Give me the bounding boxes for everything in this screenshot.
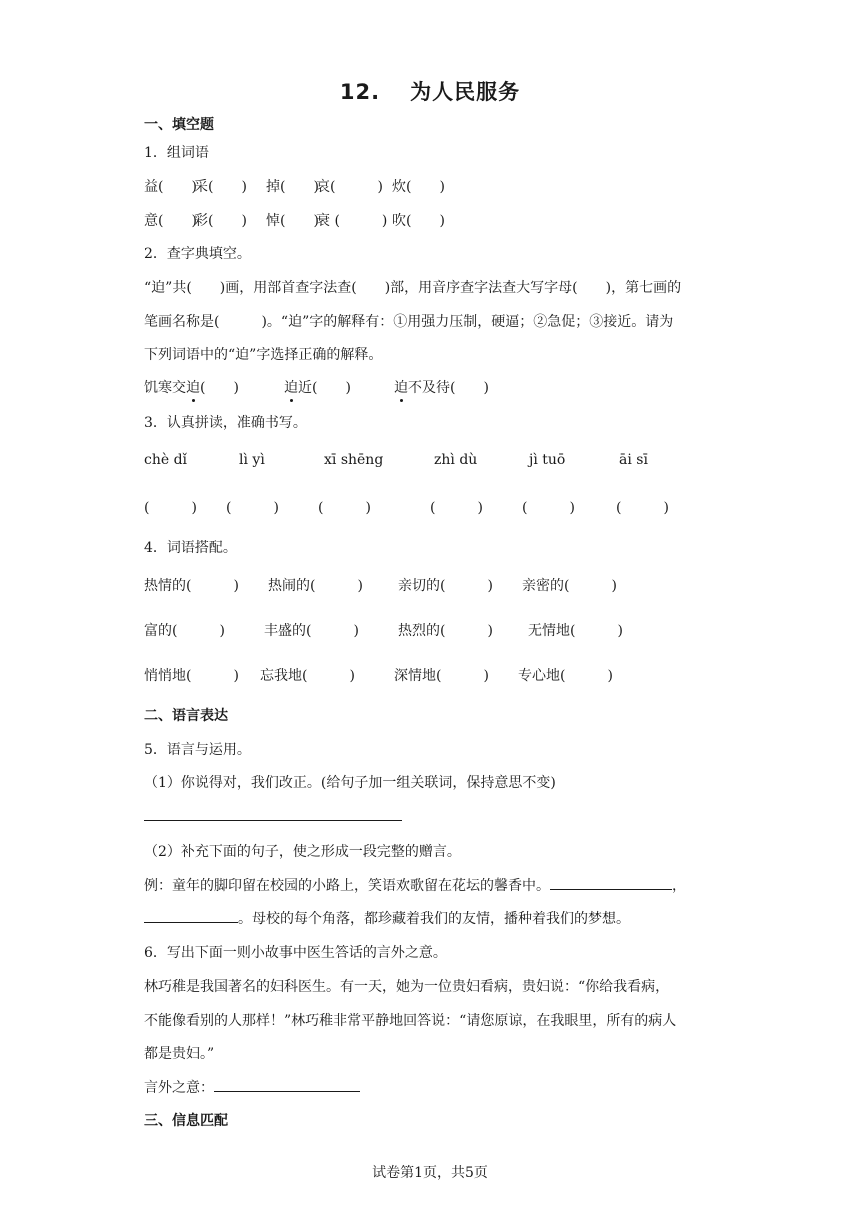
collocation-row-2 (144, 620, 623, 640)
question-2-paragraph-2: 笔画名称是( )。“迫”字的解释有：①用强力压制，硬逼；②急促；③接近。请为 (144, 314, 674, 330)
word-blank: 益( ) (144, 179, 197, 195)
collocation-item: 富的( ) (144, 623, 225, 639)
word-blank: 炊( ) (392, 179, 445, 195)
question-2-words (144, 377, 489, 397)
implied-meaning-line: 言外之意： (144, 1077, 360, 1097)
emphasis-dot-char: 迫 (394, 377, 408, 397)
question-4-label: 4．词语搭配。 (144, 540, 237, 556)
collocation-item: 热情的( ) (144, 578, 239, 594)
word-blank: 悼( ) (266, 213, 319, 229)
collocation-item: 忘我地( ) (260, 668, 355, 684)
word-blank: 吹( ) (392, 213, 445, 229)
page-title (0, 76, 860, 106)
collocation-item: 丰盛的( ) (264, 623, 359, 639)
collocation-item: 专心地( ) (518, 668, 613, 684)
answer-blank: ( ) (522, 500, 575, 516)
collocation-row-1 (144, 575, 617, 595)
title-number: 12. (339, 80, 381, 104)
example-continuation: 。母校的每个角落，都珍藏着我们的友情，播种着我们的梦想。 (144, 908, 630, 928)
pinyin-answer-row (144, 497, 669, 517)
collocation-item: 热闹的( ) (268, 578, 363, 594)
answer-blank: ( ) (226, 500, 279, 516)
question-5-sub-1: （1）你说得对，我们改正。(给句子加一组关联词，保持意思不变) (144, 775, 556, 791)
question-3-label: 3．认真拼读，准确书写。 (144, 415, 307, 431)
answer-blank: ( ) (430, 500, 483, 516)
section-heading-2: 二、语言表达 (144, 708, 228, 724)
fill-blank (550, 875, 672, 890)
section-heading-3: 三、信息匹配 (144, 1113, 228, 1129)
question-1-row-1 (144, 176, 445, 196)
collocation-item: 热烈的( ) (398, 623, 493, 639)
pinyin-item: xī shēng (324, 452, 384, 468)
question-1-row-2 (144, 210, 445, 230)
pinyin-item: zhì dù (434, 452, 478, 468)
question-2-label: 2．查字典填空。 (144, 246, 251, 262)
word-blank: 衰 ( ) (316, 213, 388, 229)
collocation-item: 无情地( ) (528, 623, 623, 639)
word-item: 饥寒交迫( ) (144, 377, 284, 397)
collocation-item: 悄悄地( ) (144, 668, 239, 684)
question-5-sub-2: （2）补充下面的句子，使之形成一段完整的赠言。 (144, 844, 461, 860)
question-6-label: 6．写出下面一则小故事中医生答话的言外之意。 (144, 945, 447, 961)
question-1-label: 1．组词语 (144, 145, 209, 161)
question-2-paragraph-3: 下列词语中的“迫”字选择正确的解释。 (144, 347, 383, 363)
story-paragraph-2: 不能像看别的人那样！”林巧稚非常平静地回答说：“请您原谅，在我眼里，所有的病人 (144, 1013, 677, 1029)
collocation-item: 亲密的( ) (522, 578, 617, 594)
emphasis-dot-char: 迫 (186, 377, 200, 397)
collocation-item: 亲切的( ) (398, 578, 493, 594)
page-footer: 试卷第1页，共5页 (372, 1165, 488, 1181)
word-item: 迫不及待( ) (394, 377, 489, 397)
fill-blank (144, 908, 238, 923)
answer-line (144, 820, 402, 821)
pinyin-item: chè dǐ (144, 452, 188, 468)
pinyin-row (144, 452, 648, 468)
story-paragraph-3: 都是贵妇。” (144, 1046, 215, 1062)
collocation-row-3 (144, 665, 613, 685)
word-item: 迫近( ) (284, 377, 394, 397)
section-heading-1: 一、填空题 (144, 117, 214, 133)
pinyin-item: lì yì (239, 452, 265, 468)
fill-blank (214, 1077, 360, 1092)
answer-blank: ( ) (144, 500, 197, 516)
emphasis-dot-char: 迫 (284, 377, 298, 397)
word-blank: 哀( ) (316, 179, 383, 195)
word-blank: 采( ) (194, 179, 247, 195)
title-text: 为人民服务 (410, 80, 521, 104)
answer-blank: ( ) (616, 500, 669, 516)
pinyin-item: jì tuō (529, 452, 566, 468)
question-2-paragraph-1: “迫”共( )画，用部首查字法查( )部，用音序查字法查大写字母( )，第七画的 (144, 280, 682, 296)
word-blank: 意( ) (144, 213, 197, 229)
pinyin-item: āi sī (619, 452, 648, 468)
story-paragraph-1: 林巧稚是我国著名的妇科医生。有一天，她为一位贵妇看病，贵妇说：“你给我看病， (144, 979, 670, 995)
word-blank: 彩( ) (194, 213, 247, 229)
question-5-label: 5．语言与运用。 (144, 742, 251, 758)
example-sentence: 例：童年的脚印留在校园的小路上，笑语欢歌留在花坛的馨香中。 ， (144, 875, 686, 895)
collocation-item: 深情地( ) (394, 668, 489, 684)
answer-blank: ( ) (318, 500, 371, 516)
word-blank: 掉( ) (266, 179, 319, 195)
